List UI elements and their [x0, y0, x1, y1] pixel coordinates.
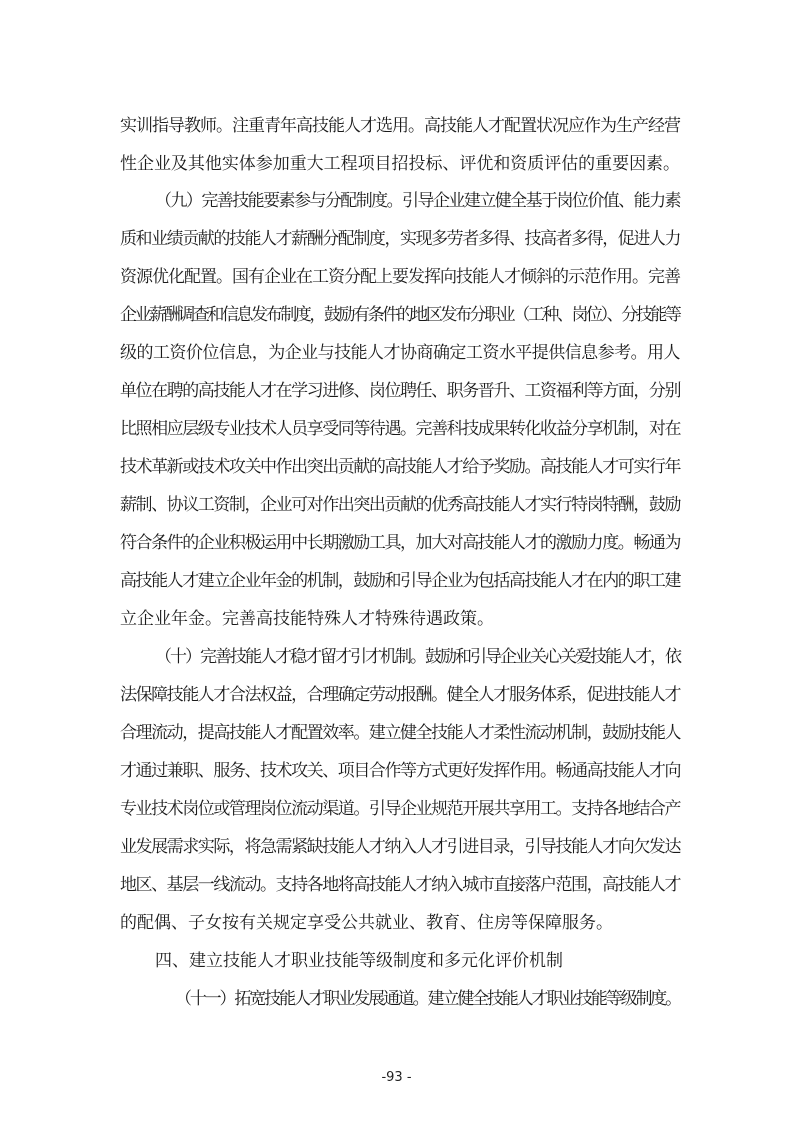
text-line-16: 法保障技能人才合法权益，合理确定劳动报酬。健全人才服务体系，促进技能人才 [120, 685, 680, 705]
text-line-19: 专业技术岗位或管理岗位流动渠道。引导企业规范开展共享用工。支持各地结合产 [120, 799, 680, 819]
text-line-8: 单位在聘的高技能人才在学习进修、岗位聘任、职务晋升、工资福利等方面，分别 [120, 381, 680, 401]
page-number: -93 - [381, 1070, 412, 1085]
text-line-20: 业发展需求实际，将急需紧缺技能人才纳入人才引进目录，引导技能人才向欠发达 [120, 837, 680, 857]
text-line-1: 实训指导教师。注重青年高技能人才选用。高技能人才配置状况应作为生产经营 [120, 116, 680, 136]
text-line-7: 级的工资价位信息，为企业与技能人才协商确定工资水平提供信息参考。用人 [120, 343, 680, 363]
text-line-14: 立企业年金。完善高技能特殊人才特殊待遇政策。 [120, 609, 494, 629]
section-4-heading: 四、建立技能人才职业技能等级制度和多元化评价机制 [155, 951, 563, 971]
text-line-17: 合理流动，提高技能人才配置效率。建立健全技能人才柔性流动机制，鼓励技能人 [120, 723, 680, 743]
section-10-heading-line: （十）完善技能人才稳才留才引才机制。鼓励和引导企业关心关爱技能人才，依 [155, 647, 680, 667]
text-line-18: 才通过兼职、服务、技术攻关、项目合作等方式更好发挥作用。畅通高技能人才向 [120, 761, 680, 781]
text-line-12: 符合条件的企业积极运用中长期激励工具，加大对高技能人才的激励力度。畅通为 [120, 533, 680, 553]
text-line-9: 比照相应层级专业技术人员享受同等待遇。完善科技成果转化收益分享机制，对在 [120, 419, 680, 439]
text-line-10: 技术革新或技术攻关中作出突出贡献的高技能人才给予奖励。高技能人才可实行年 [120, 457, 680, 477]
section-9-heading-line: （九）完善技能要素参与分配制度。引导企业建立健全基于岗位价值、能力素 [155, 191, 680, 211]
text-line-4: 质和业绩贡献的技能人才薪酬分配制度，实现多劳者多得、技高者多得，促进人力 [120, 229, 680, 249]
section-11-heading-line: （十一）拓宽技能人才职业发展通道。建立健全技能人才职业技能等级制度。 [175, 989, 680, 1009]
text-line-5: 资源优化配置。国有企业在工资分配上要发挥向技能人才倾斜的示范作用。完善 [120, 267, 680, 287]
text-line-22: 的配偶、子女按有关规定享受公共就业、教育、住房等保障服务。 [120, 913, 613, 933]
text-line-2: 性企业及其他实体参加重大工程项目招投标、评优和资质评估的重要因素。 [120, 154, 680, 174]
text-line-21: 地区、基层一线流动。支持各地将高技能人才纳入城市直接落户范围，高技能人才 [120, 875, 680, 895]
text-line-11: 薪制、协议工资制，企业可对作出突出贡献的优秀高技能人才实行特岗特酬，鼓励 [120, 495, 680, 515]
text-line-6: 企业薪酬调查和信息发布制度，鼓励有条件的地区发布分职业（工种、岗位）、分技能等 [120, 305, 680, 325]
text-line-13: 高技能人才建立企业年金的机制，鼓励和引导企业为包括高技能人才在内的职工建 [120, 571, 680, 591]
